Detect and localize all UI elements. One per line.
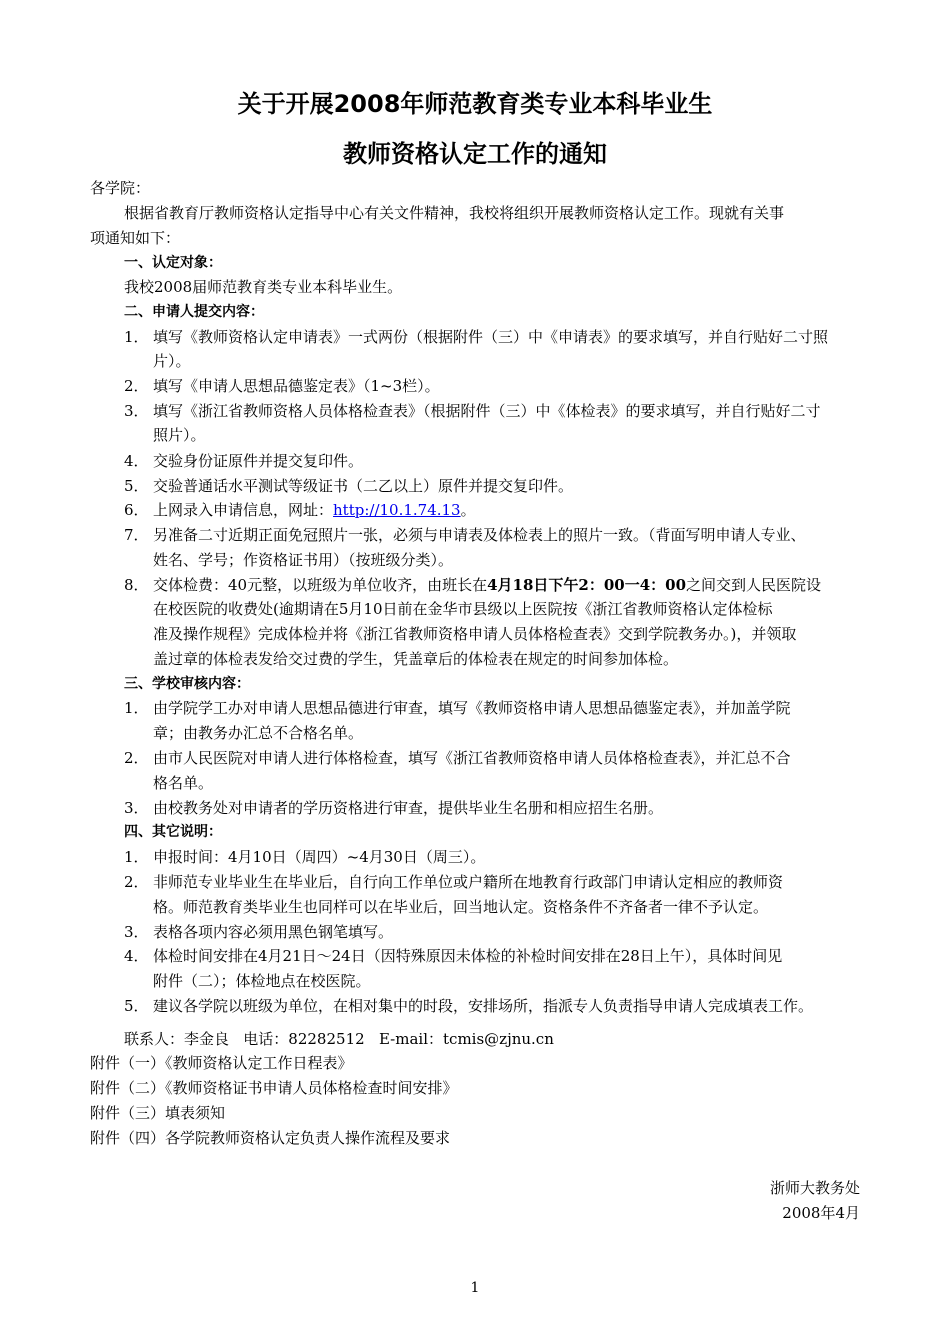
section-4-heading: 四、其它说明：	[124, 824, 222, 840]
item-continuation: 片）。	[153, 352, 191, 370]
item-text: 交验身份证原件并提交复印件。	[153, 452, 364, 470]
item-continuation: 格。师范教育类毕业生也同样可以在毕业后，回当地认定。资格条件不齐备者一律不予认定。	[153, 898, 769, 916]
title-line-1: 关于开展2008年师范教育类专业本科毕业生	[237, 90, 713, 118]
item-number: 2．	[124, 749, 149, 767]
signature: 浙师大教务处	[769, 1179, 860, 1197]
item-text: 表格各项内容必须用黑色钢笔填写。	[153, 923, 394, 941]
item-continuation: 章；由教务办汇总不合格名单。	[153, 724, 364, 742]
item-text: 由市人民医院对申请人进行体格检查，填写《浙江省教师资格申请人员体格检查表》，并汇总不合	[153, 749, 791, 767]
item-number: 4．	[124, 452, 149, 470]
item-number: 2．	[124, 873, 149, 891]
attachment-1: 附件（一）《教师资格认定工作日程表》	[90, 1054, 353, 1072]
item-continuation: 附件（二）；体检地点在校医院。	[153, 972, 371, 990]
item-text: 填写《教师资格认定申请表》一式两份（根据附件（三）中《申请表》的要求填写，并自行贴好二寸照	[153, 328, 829, 346]
item-text-suffix: 。	[460, 501, 476, 519]
item-continuation: 照片）。	[153, 426, 206, 444]
item-text: 由校教务处对申请者的学历资格进行审查，提供毕业生名册和相应招生名册。	[153, 799, 664, 817]
item-text: 另准备二寸近期正面免冠照片一张，必须与申请表及体检表上的照片一致。（背面写明申请人专业、	[153, 526, 806, 544]
item-text-prefix: 上网录入申请信息，网址：	[153, 501, 334, 519]
title-line-2: 教师资格认定工作的通知	[343, 140, 607, 168]
item-text: 申报时间：4月10日（周四）~4月30日（周三）。	[153, 848, 486, 866]
item-text	[153, 500, 476, 520]
item-number: 7．	[124, 526, 149, 544]
item-number: 8．	[124, 576, 149, 594]
issue-date: 2008年4月	[782, 1204, 860, 1222]
item-continuation: 在校医院的收费处(逾期请在5月10日前在金华市县级以上医院按《浙江省教师资格认定体检标	[153, 600, 773, 618]
item-number: 3．	[124, 402, 149, 420]
item-text-prefix: 交体检费：40元整，以班级为单位收齐，由班长在	[153, 576, 488, 594]
attachment-2: 附件（二）《教师资格证书申请人员体格检查时间安排》	[90, 1079, 458, 1097]
item-text: 非师范专业毕业生在毕业后，自行向工作单位或户籍所在地教育行政部门申请认定相应的教师资	[153, 873, 784, 891]
item-text: 建议各学院以班级为单位，在相对集中的时段，安排场所，指派专人负责指导申请人完成填表工作。	[153, 997, 814, 1015]
item-number: 1．	[124, 848, 149, 866]
application-url-link[interactable]: http://10.1.74.13	[333, 501, 461, 519]
item-text-suffix: 之间交到人民医院设	[686, 576, 822, 594]
item-text	[153, 575, 821, 595]
item-number: 6．	[124, 501, 149, 519]
contact-info: 联系人：李金良 电话：82282512 E-mail：tcmis@zjnu.cn	[124, 1030, 554, 1048]
section-2-heading: 二、申请人提交内容：	[124, 304, 264, 320]
section-1-text: 我校2008届师范教育类专业本科毕业生。	[124, 278, 403, 296]
item-number: 1．	[124, 328, 149, 346]
intro-line-2: 项通知如下：	[90, 229, 181, 247]
attachment-3: 附件（三）填表须知	[90, 1104, 226, 1122]
item-text: 交验普通话水平测试等级证书（二乙以上）原件并提交复印件。	[153, 477, 574, 495]
item-text: 填写《浙江省教师资格人员体格检查表》（根据附件（三）中《体检表》的要求填写，并自行贴好二寸	[153, 402, 821, 420]
item-number: 3．	[124, 923, 149, 941]
item-continuation: 准及操作规程》完成体检并将《浙江省教师资格申请人员体格检查表》交到学院教务办。)，并领取	[153, 625, 797, 643]
item-text: 填写《申请人思想品德鉴定表》（1~3栏）。	[153, 377, 440, 395]
item-number: 2．	[124, 377, 149, 395]
section-1-heading: 一、认定对象：	[124, 255, 222, 271]
item-number: 5．	[124, 477, 149, 495]
item-number: 3．	[124, 799, 149, 817]
payment-time-bold: 4月18日下午2：00一4：00	[487, 576, 687, 594]
item-text: 由学院学工办对申请人思想品德进行审查，填写《教师资格申请人思想品德鉴定表》，并加盖学院	[153, 699, 791, 717]
intro-line-1: 根据省教育厅教师资格认定指导中心有关文件精神，我校将组织开展教师资格认定工作。现就有关事	[124, 204, 785, 222]
item-number: 4．	[124, 947, 149, 965]
section-3-heading: 三、学校审核内容：	[124, 676, 250, 692]
item-continuation: 格名单。	[153, 774, 214, 792]
salutation: 各学院：	[90, 179, 151, 197]
item-number: 5．	[124, 997, 149, 1015]
item-number: 1．	[124, 699, 149, 717]
item-continuation: 姓名、学号；作资格证书用）（按班级分类）。	[153, 551, 454, 569]
attachment-4: 附件（四）各学院教师资格认定负责人操作流程及要求	[90, 1129, 451, 1147]
item-continuation: 盖过章的体检表发给交过费的学生，凭盖章后的体检表在规定的时间参加体检。	[153, 650, 679, 668]
page-number: 1	[470, 1280, 480, 1296]
item-text: 体检时间安排在4月21日～24日（因特殊原因未体检的补检时间安排在28日上午），具体时间见	[153, 947, 783, 965]
